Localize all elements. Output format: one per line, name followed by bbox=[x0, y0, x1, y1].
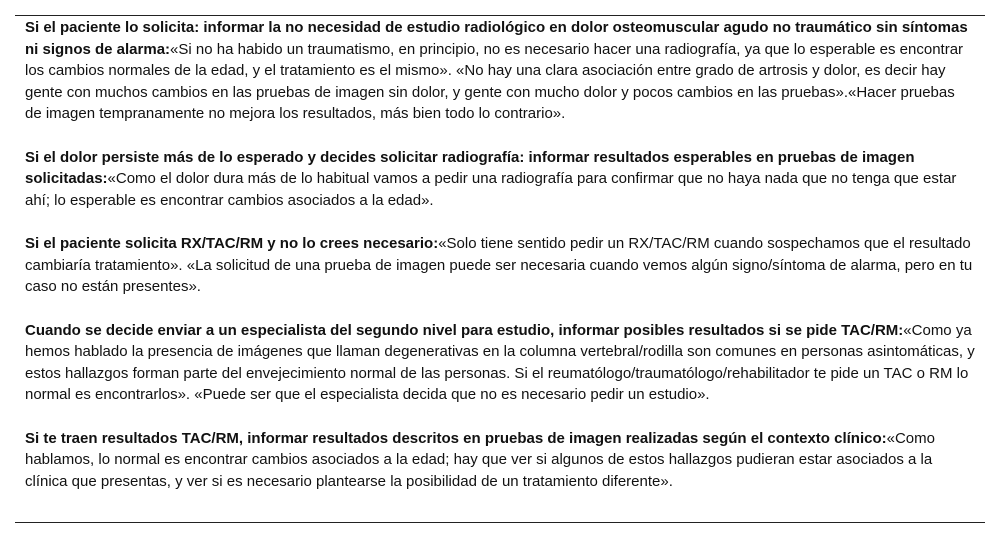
entry-1 bbox=[25, 17, 975, 125]
entry-5 bbox=[25, 428, 975, 493]
entry-5-body: «Como hablamos, lo normal es encontrar cambios asociados a la edad; hay que ver si algunos de estos hallazgos pudieran estar asociados a la clínica que presentas, y ver si es necesario plantearse la posibilidad de un tratamiento diferente». bbox=[25, 429, 935, 490]
entry-3 bbox=[25, 233, 975, 298]
entry-5-heading: Si te traen resultados TAC/RM, informar resultados descritos en pruebas de imagen realizadas según el contexto clínico: bbox=[25, 429, 887, 447]
entry-2-heading: Si el dolor persiste más de lo esperado y decides solicitar radiografía: informar resultados esperables en pruebas de imagen solicitadas: bbox=[25, 148, 915, 187]
entry-4-heading: Cuando se decide enviar a un especialista del segundo nivel para estudio, informar posibles resultados si se pide TAC/RM: bbox=[25, 321, 904, 339]
entry-4 bbox=[25, 320, 975, 406]
entry-2-body: «Como el dolor dura más de lo habitual vamos a pedir una radiografía para confirmar que no haya nada que no tenga que estar ahí; lo esperable es encontrar cambios asociados a la edad». bbox=[25, 170, 957, 209]
recommendations-table bbox=[15, 15, 985, 523]
entry-3-heading: Si el paciente solicita RX/TAC/RM y no lo crees necesario: bbox=[25, 235, 439, 252]
entry-2 bbox=[25, 147, 975, 212]
entry-4-body: «Como ya hemos hablado la presencia de imágenes que llaman degenerativas en la columna vertebral/rodilla son comunes en personas asintomáticas, y estos hallazgos forman parte del envejecimiento normal de las personas. Si el reumatólogo/traumatólogo/rehabilitador te pide un TAC o RM lo normal es encontrarlos». «Puede ser que el especialista decida que no es necesario pedir un estudio». bbox=[25, 321, 975, 403]
entry-1-body: «Si no ha habido un traumatismo, en principio, no es necesario hacer una radiografía, ya que lo esperable es encontrar los cambios normales de la edad, y el tratamiento es el mismo». «No hay una clara asociación entre grado de artrosis y dolor, es decir hay gente con muchos cambios en las pruebas de imagen sin dolor, y gente con mucho dolor y pocos cambios en las pruebas».«Hacer pruebas de imagen tempranamente no mejora los resultados, más bien todo lo contrario». bbox=[25, 40, 964, 122]
entry-3-body: «Solo tiene sentido pedir un RX/TAC/RM cuando sospechamos que el resultado cambiaría tratamiento». «La solicitud de una prueba de imagen puede ser necesaria cuando vemos algún signo/síntoma de alarma, pero en tu caso no están presentes». bbox=[25, 235, 973, 295]
entry-1-heading: Si el paciente lo solicita: informar la no necesidad de estudio radiológico en dolor osteomuscular agudo no traumático sin síntomas ni signos de alarma: bbox=[25, 19, 968, 58]
